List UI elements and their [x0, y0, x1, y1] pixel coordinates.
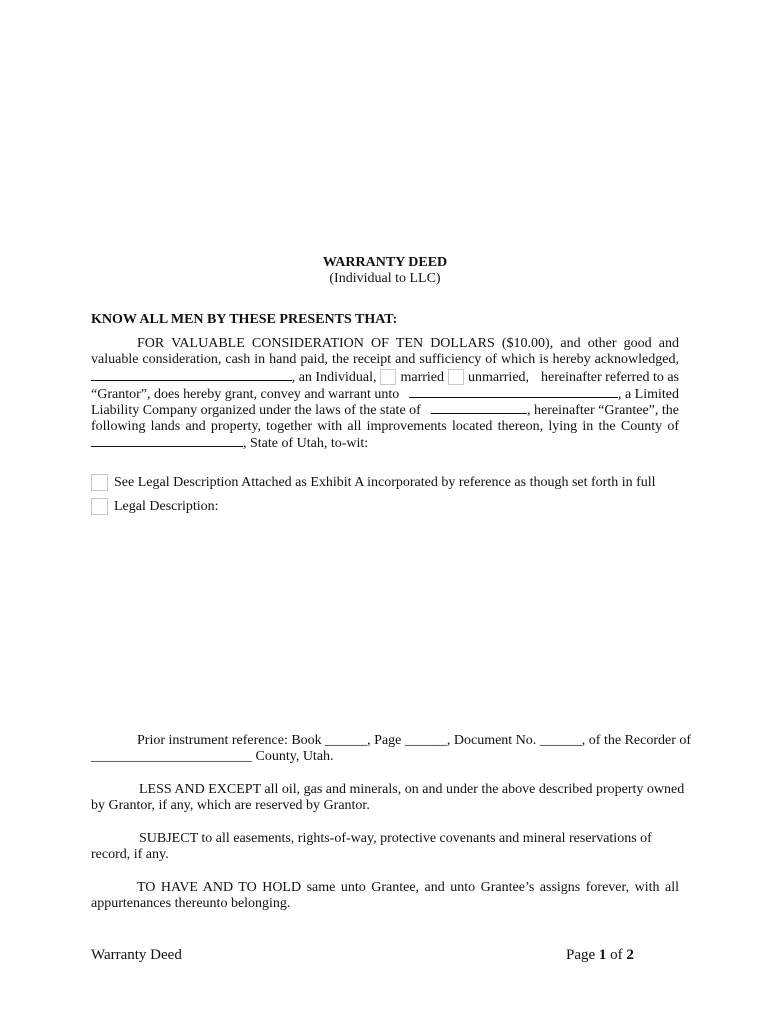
married-checkbox[interactable]: [380, 369, 396, 385]
para1-text: Liability Company organized under the laws of the state of: [91, 403, 421, 418]
legal-description-checkbox[interactable]: [91, 498, 108, 515]
para1-text: “Grantor”, does hereby grant, convey and warrant unto: [91, 387, 400, 402]
unmarried-label: unmarried,: [468, 370, 530, 385]
para1-text: , a Limited: [617, 387, 679, 402]
exhibit-a-checkbox[interactable]: [91, 474, 108, 491]
legal-description-label: Legal Description:: [114, 499, 219, 514]
less-except-line: by Grantor, if any, which are reserved by Grantor.: [91, 798, 370, 813]
total-pages: 2: [626, 947, 634, 963]
prior-instrument-line: _______________________ County, Utah.: [91, 749, 334, 764]
habendum-line: appurtenances thereunto belonging.: [91, 896, 291, 911]
subject-line: SUBJECT to all easements, rights-of-way, protective covenants and mineral reservations of: [139, 831, 652, 846]
para1-text: , hereinafter “Grantee”, the: [527, 403, 679, 418]
less-except-line: LESS AND EXCEPT all oil, gas and minerals, on and under the above described property owned: [139, 782, 685, 797]
state-field[interactable]: [431, 401, 527, 414]
prior-instrument-line: Prior instrument reference: Book ______, Page ______, Document No. ______, of the Recorder of: [137, 733, 692, 748]
current-page: 1: [598, 947, 607, 963]
of-label: of: [610, 947, 623, 963]
para1-line: valuable consideration, cash in hand paid, the receipt and sufficiency of which is hereby acknowledged,: [91, 352, 679, 367]
county-field[interactable]: [91, 434, 243, 447]
para1-line: FOR VALUABLE CONSIDERATION OF TEN DOLLARS ($10.00), and other good and: [137, 336, 679, 351]
intro-heading: KNOW ALL MEN BY THESE PRESENTS THAT:: [91, 312, 398, 327]
document-subtitle: (Individual to LLC): [329, 271, 441, 286]
exhibit-a-label: See Legal Description Attached as Exhibit A incorporated by reference as though set forth in full: [114, 475, 656, 490]
married-label: married: [400, 370, 444, 385]
grantor-name-field[interactable]: [91, 368, 292, 381]
subject-line: record, if any.: [91, 847, 169, 862]
habendum-line: TO HAVE AND TO HOLD same unto Grantee, and unto Grantee’s assigns forever, with all: [137, 880, 679, 895]
para1-text: , State of Utah, to-wit:: [243, 436, 369, 451]
grantee-name-field[interactable]: [409, 385, 618, 398]
para1-line: following lands and property, together with all improvements located thereon, lying in the County of: [91, 419, 679, 434]
document-title: WARRANTY DEED: [322, 255, 448, 270]
page-label: Page: [566, 947, 596, 963]
para1-text: hereinafter referred to as: [541, 370, 679, 385]
para1-text: , an Individual,: [291, 370, 377, 385]
page-number: [566, 947, 634, 964]
footer-title: Warranty Deed: [91, 947, 182, 963]
unmarried-checkbox[interactable]: [448, 369, 464, 385]
